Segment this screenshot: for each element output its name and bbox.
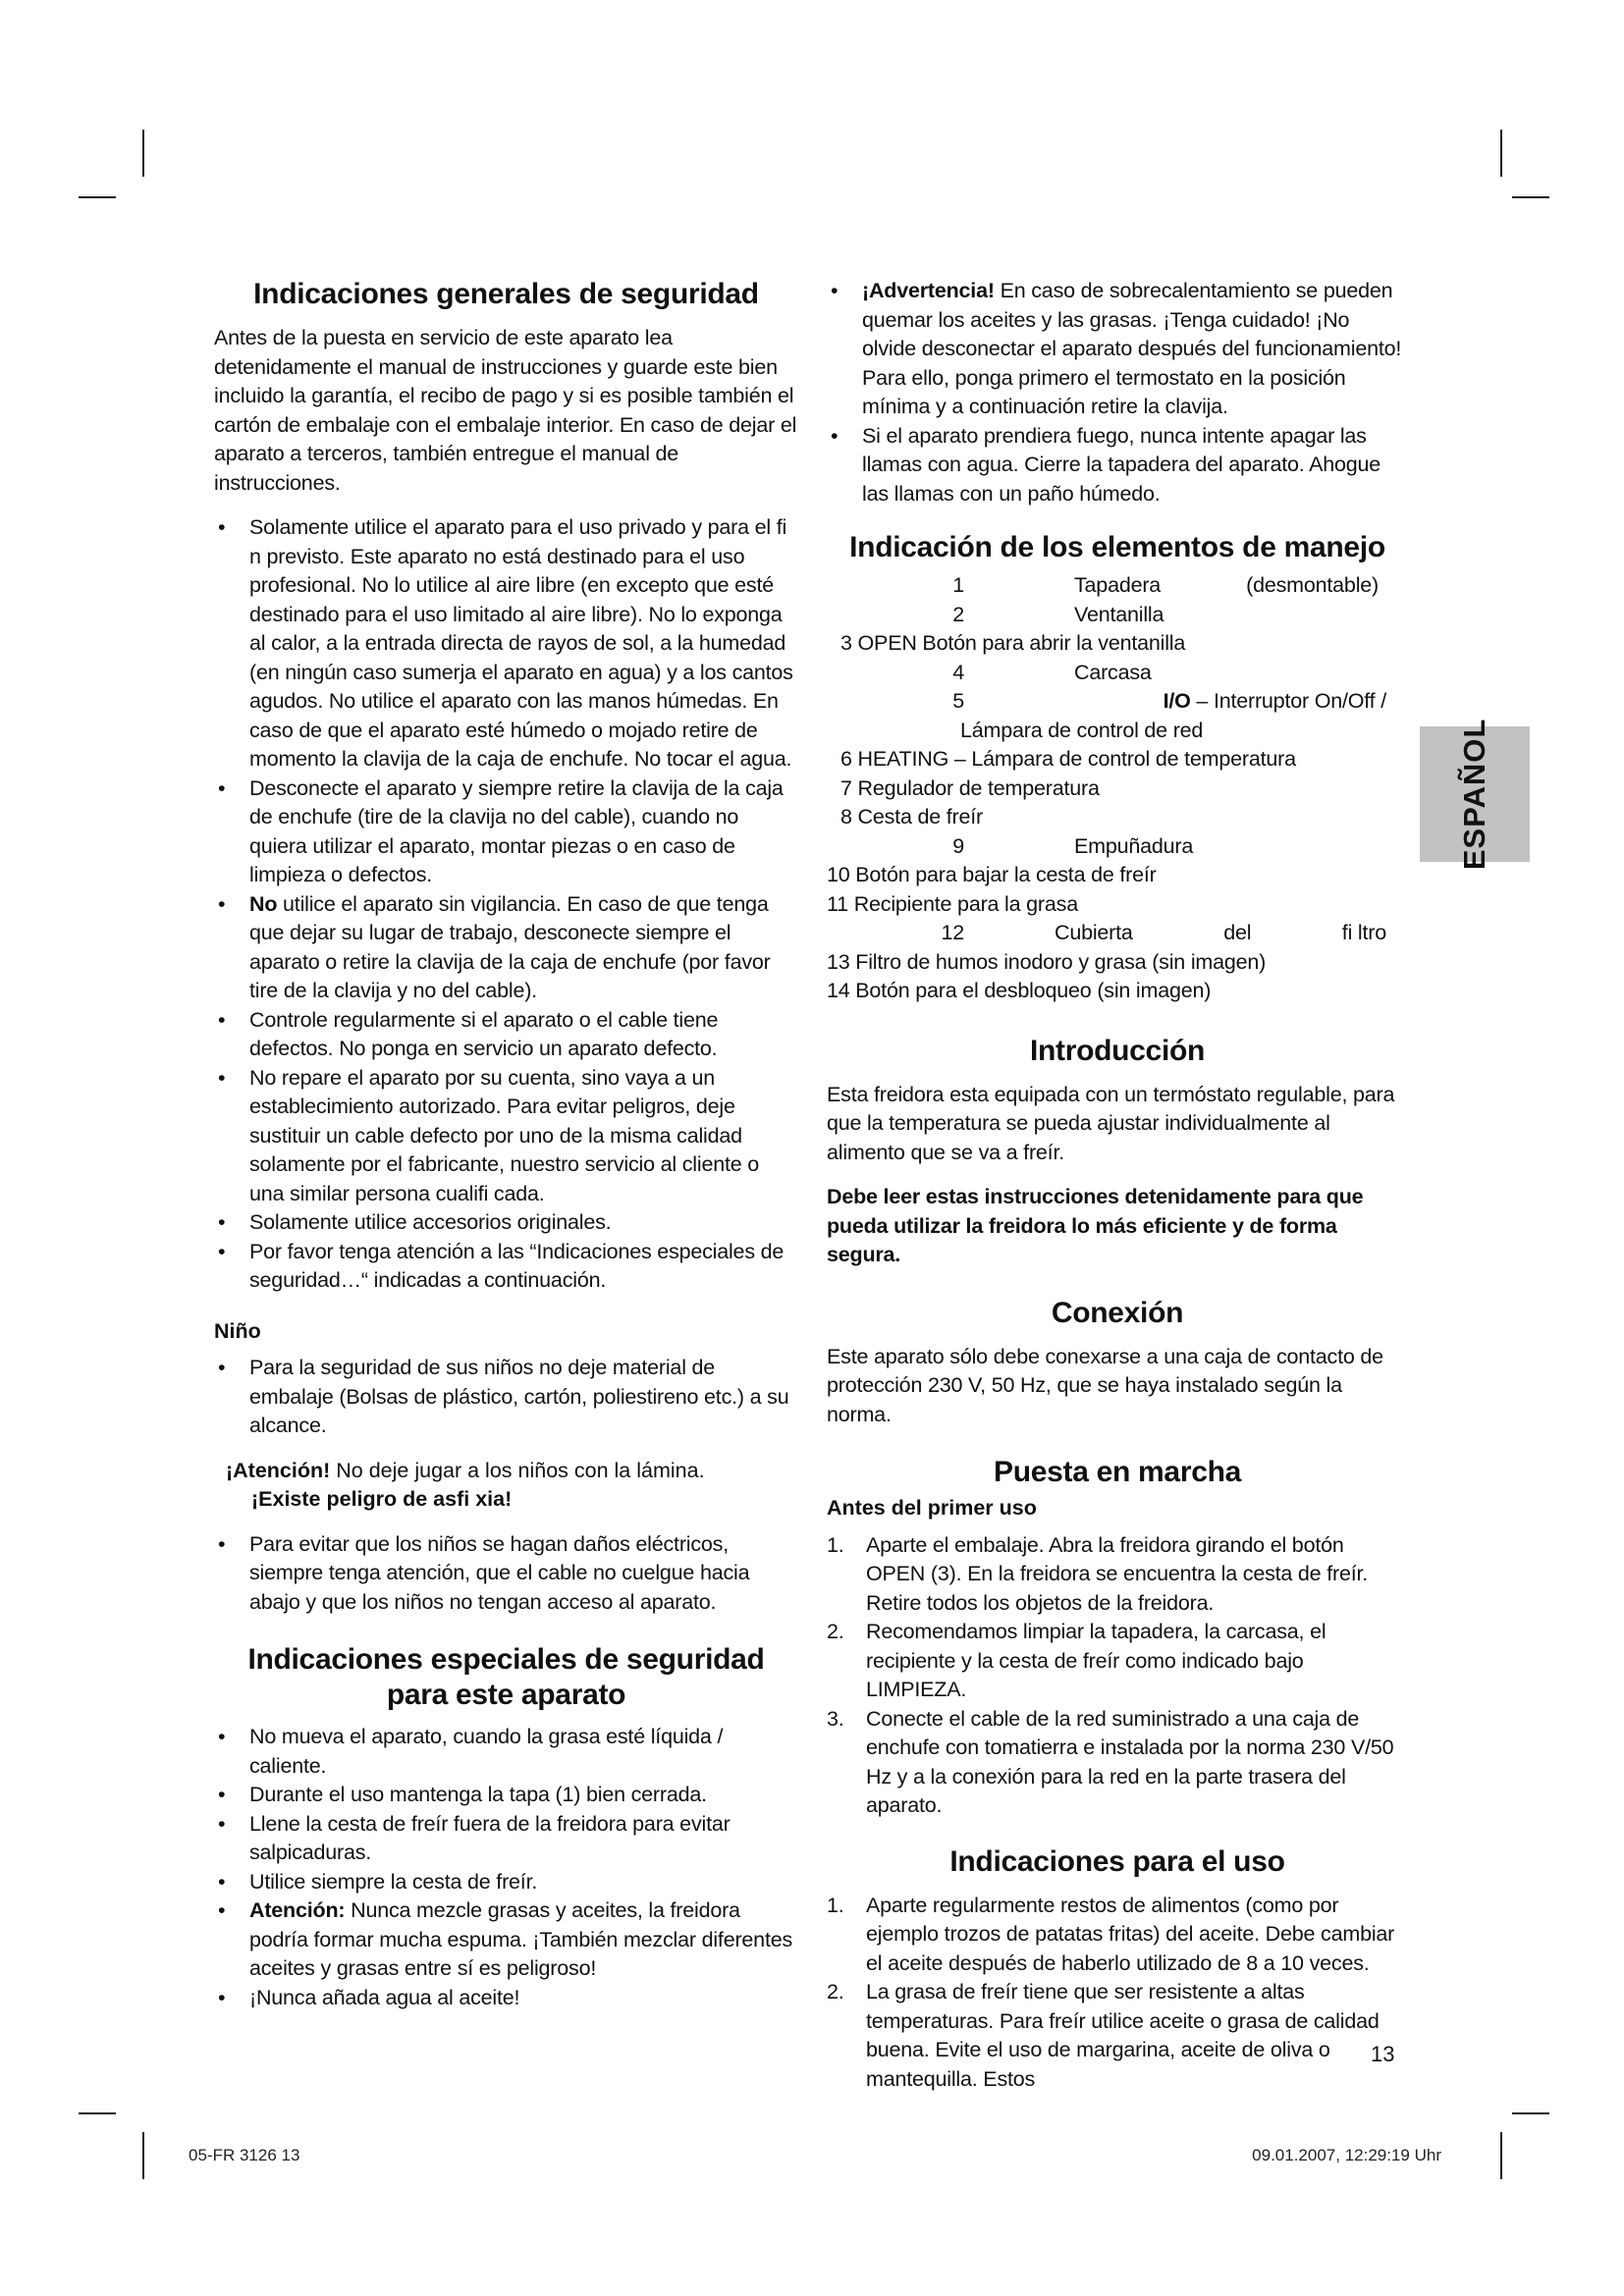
element-name: del [1223, 921, 1252, 944]
list-item-text: utilice el aparato sin vigilancia. En caso de que tenga que dejar su lugar de trabajo, desconecte siempre el aparato o retire la clavija de la caja de enchufe (por favor tire de la clavija y no del cable). [249, 891, 771, 1002]
list-item: • Por favor tenga atención a las “Indicaciones especiales de seguridad…“ indicadas a continuación. [214, 1238, 798, 1296]
step-text: Aparte el embalaje. Abra la freidora girando el botón OPEN (3). En la freidora se encuentra la cesta de freír. Retire todos los objetos de la freidora. [866, 1532, 1369, 1615]
general-safety-title: Indicaciones generales de seguridad [253, 278, 759, 310]
element-row [827, 687, 1408, 717]
list-item [214, 890, 798, 1006]
page-number: 13 [1371, 2042, 1395, 2066]
element-row: Lámpara de control de red [960, 718, 1204, 742]
elements-title: Indicación de los elementos de manejo [849, 531, 1385, 563]
special-safety-title [214, 1642, 798, 1713]
warning-line-2: ¡Existe peligro de asfi xia! [251, 1487, 513, 1511]
bold-term: ¡Advertencia! [862, 279, 995, 302]
footer-left: 05-FR 3126 13 [189, 2146, 300, 2164]
crop-mark [1512, 2112, 1549, 2114]
list-item: • Controle regularmente si el aparato o el cable tiene defectos. No ponga en servicio un aparato defecto. [214, 1006, 798, 1064]
list-item: • Durante el uso mantenga la tapa (1) bien cerrada. [214, 1781, 798, 1810]
element-row: 11 Recipiente para la grasa [827, 891, 1078, 916]
element-row [827, 832, 1408, 862]
element-row [827, 659, 1408, 688]
child-list-2 [214, 1530, 798, 1618]
element-row: 10 Botón para bajar la cesta de freír [827, 863, 1157, 886]
connection-title: Conexión [1051, 1296, 1184, 1329]
list-item: • Solamente utilice accesorios originales. [214, 1208, 798, 1238]
list-item: • ¡Nunca añada agua al aceite! [214, 1984, 798, 2013]
special-safety-title-line-1: Indicaciones especiales de seguridad [247, 1643, 765, 1676]
element-row: 6 HEATING – Lámpara de control de temperatura [840, 747, 1296, 771]
list-item: • Llene la cesta de freír fuera de la freidora para evitar salpicaduras. [214, 1810, 798, 1868]
element-row: 3 OPEN Botón para abrir la ventanilla [840, 631, 1186, 655]
special-safety-title-line-2: para este aparato [386, 1679, 626, 1711]
list-item-text: En caso de sobrecalentamiento se pueden quemar los aceites y las grasas. ¡Tenga cuidado! ¡No olvide desconectar el aparato después del funcionamiento! Para ello, ponga primero el termostato en la posición mínima y a continuación retire la clavija. [862, 279, 1402, 418]
bold-term: Atención: [249, 1898, 346, 1922]
warning-label: ¡Atención! [226, 1458, 331, 1482]
list-item: • Si el aparato prendiera fuego, nunca intente apagar las llamas con agua. Cierre la tapadera del aparato. Ahogue las llamas con un paño húmedo. [827, 422, 1408, 509]
list-item [827, 1978, 1408, 2094]
element-number: 2 [952, 602, 964, 626]
step-number: 3. [827, 1706, 844, 1731]
element-name: Tapadera [1074, 573, 1162, 597]
step-text: Recomendamos limpiar la tapadera, la carcasa, el recipiente y la cesta de freír como indicado bajo LIMPIEZA. [866, 1620, 1326, 1701]
list-item [827, 1531, 1408, 1619]
element-row: 14 Botón para el desbloqueo (sin imagen) [827, 979, 1212, 1002]
list-item-text: Nunca mezcle grasas y aceites, la freidora podría formar mucha espuma. ¡También mezclar diferentes aceites y grasas entre sí es peligroso! [249, 1898, 793, 1980]
child-warning [214, 1457, 798, 1515]
element-row [827, 919, 1408, 948]
intro-text: Esta freidora esta equipada con un termóstato regulable, para que la temperatura se pueda ajustar individualmente al alimento que se va a freír. [827, 1082, 1395, 1164]
element-row [827, 601, 1408, 630]
crop-mark [1500, 2132, 1502, 2179]
usage-title: Indicaciones para el uso [949, 1844, 1285, 1878]
step-number: 1. [827, 1532, 844, 1557]
element-name [1164, 687, 1408, 717]
usage-steps [827, 1892, 1408, 2095]
list-item [214, 1896, 798, 1984]
bold-term: I/O [1163, 689, 1191, 713]
list-item: • Solamente utilice el aparato para el uso privado y para el fi n previsto. Este aparato no está destinado para el uso profesional. No lo utilice al aire libre (en excepto que esté destinado para el uso limitado al aire libre). No lo exponga al calor, a la entrada directa de rayos de sol, a la humedad (en ningún caso sumerja el aparato en agua) y a los cantos agudos. No utilice el aparato con las manos húmedas. En caso de que el aparato esté húmedo o mojado retire de momento la clavija de la caja de enchufe. No tocar el agua. [214, 513, 798, 774]
element-number: 1 [952, 573, 964, 597]
crop-mark [142, 2132, 144, 2179]
elements-list [827, 571, 1408, 1006]
element-row [827, 571, 1408, 601]
element-name: Cubierta [1055, 921, 1133, 944]
element-row: 13 Filtro de humos inodoro y grasa (sin imagen) [827, 949, 1267, 974]
warning-text: No deje jugar a los niños con la lámina. [330, 1458, 705, 1482]
crop-mark [79, 2112, 116, 2114]
general-safety-intro: Antes de la puesta en servicio de este aparato lea detenidamente el manual de instrucciones y guarde este bien incluido la garantía, el recibo de pago y si es posible también el cartón de embalaje con el embalaje interior. En caso de dejar el aparato a terceros, también entregue el manual de instrucciones. [214, 326, 797, 495]
list-item: • No mueva el aparato, cuando la grasa esté líquida / caliente. [214, 1723, 798, 1781]
crop-mark [142, 130, 144, 177]
element-name: Empuñadura [1074, 833, 1194, 858]
intro-title: Introducción [1029, 1034, 1206, 1067]
step-text: Conecte el cable de la red suministrado a una caja de enchufe con tomatierra e instalada por la norma 230 V/50 Hz y a la conexión para la red en la parte trasera del aparato. [866, 1706, 1394, 1817]
right-column [827, 277, 1408, 2104]
special-safety-list [214, 1723, 798, 2012]
element-row: 8 Cesta de freír [840, 805, 983, 828]
left-column [214, 277, 798, 2028]
list-item: • Para evitar que los niños se hagan daños eléctricos, siempre tenga atención, que el cable no cuelgue hacia abajo y que los niños no tengan acceso al aparato. [214, 1530, 798, 1618]
list-item: • No repare el aparato por su cuenta, sino vaya a un establecimiento autorizado. Para evitar peligros, deje sustituir un cable defecto por uno de la misma calidad solamente por el fabricante, nuestro servicio al cliente o una similar persona cualifi cada. [214, 1064, 798, 1209]
element-number: 9 [952, 833, 964, 858]
list-item [827, 277, 1408, 422]
element-number: 4 [952, 660, 964, 684]
child-list-1 [214, 1354, 798, 1441]
fire-warning-list [827, 277, 1408, 508]
element-number: 12 [941, 921, 964, 944]
startup-title: Puesta en marcha [994, 1456, 1241, 1488]
general-safety-list [214, 513, 798, 1296]
connection-text: Este aparato sólo debe conexarse a una caja de contacto de protección 230 V, 50 Hz, que se haya instalado según la norma. [827, 1344, 1383, 1426]
language-tab-label: ESPAÑOL [1457, 718, 1491, 871]
element-name: Carcasa [1074, 660, 1152, 684]
crop-mark [1512, 196, 1549, 198]
step-number: 1. [827, 1893, 844, 1917]
child-heading: Niño [214, 1318, 261, 1343]
footer-right: 09.01.2007, 12:29:19 Uhr [1252, 2146, 1441, 2164]
bold-term: No [249, 891, 278, 916]
element-note: (desmontable) [1246, 573, 1379, 597]
element-name-text: – Interruptor On/Off / [1190, 689, 1386, 713]
list-item: • Utilice siempre la cesta de freír. [214, 1868, 798, 1897]
startup-steps [827, 1531, 1408, 1821]
step-number: 2. [827, 1980, 844, 2003]
startup-subheading: Antes del primer uso [827, 1496, 1037, 1520]
list-item [827, 1892, 1408, 1979]
list-item [827, 1618, 1408, 1705]
crop-mark [1500, 130, 1502, 177]
list-item: • Desconecte el aparato y siempre retire la clavija de la caja de enchufe (tire de la clavija no del cable), cuando no quiera utilizar el aparato, montar piezas o en caso de limpieza o defectos. [214, 774, 798, 890]
element-name: Ventanilla [1074, 602, 1164, 626]
element-number: 5 [952, 689, 964, 713]
element-row: 7 Regulador de temperatura [840, 775, 1100, 800]
list-item: • Para la seguridad de sus niños no deje material de embalaje (Bolsas de plástico, cartón, poliestireno etc.) a su alcance. [214, 1354, 798, 1441]
crop-mark [79, 196, 116, 198]
language-tab [1420, 718, 1530, 871]
list-item [827, 1705, 1408, 1821]
step-number: 2. [827, 1620, 844, 1643]
element-name: fi ltro [1341, 921, 1386, 944]
intro-bold-text: Debe leer estas instrucciones detenidamente para que pueda utilizar la freidora lo más eficiente y de forma segura. [827, 1185, 1364, 1266]
step-text: Aparte regularmente restos de alimentos (como por ejemplo trozos de patatas fritas) del aceite. Debe cambiar el aceite después de haberlo utilizado de 8 a 10 veces. [866, 1893, 1395, 1975]
step-text: La grasa de freír tiene que ser resistente a altas temperaturas. Para freír utilice aceite o grasa de calidad buena. Evite el uso de margarina, aceite de oliva o mantequilla. Estos [866, 1980, 1380, 2091]
